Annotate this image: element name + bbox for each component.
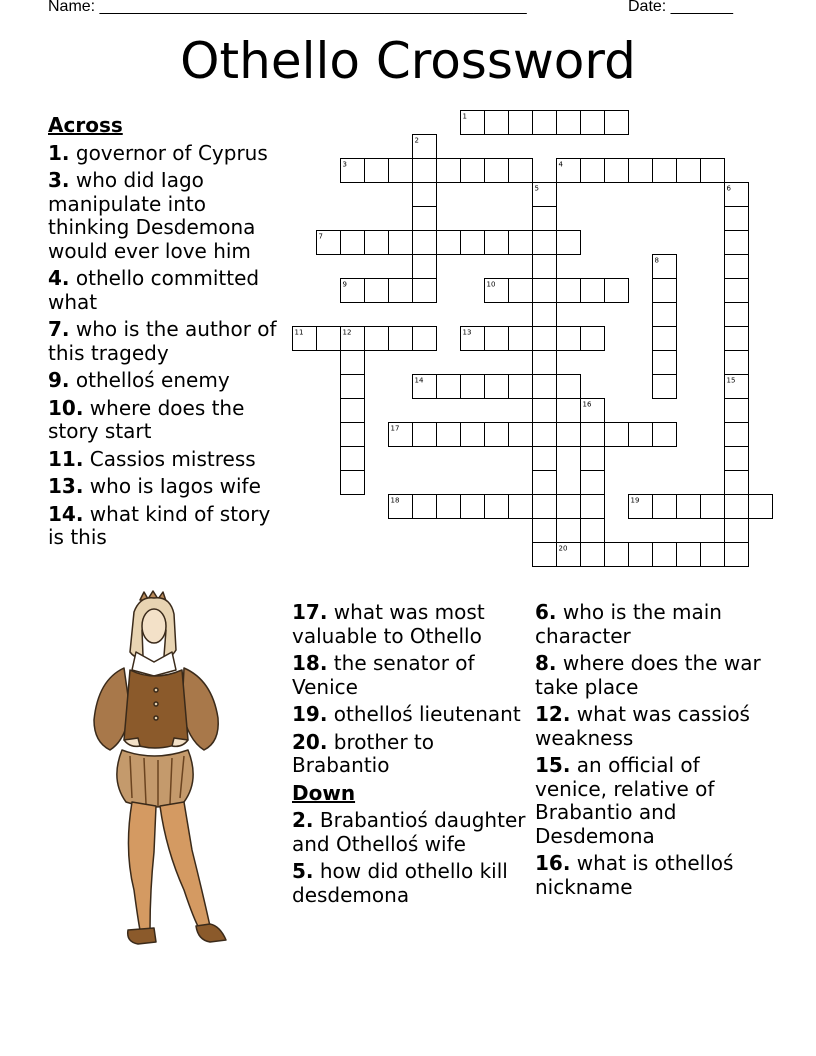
othello-illustration [80, 590, 255, 960]
grid-cell[interactable] [749, 495, 773, 519]
grid-cell[interactable] [437, 231, 461, 255]
grid-number: 7 [318, 232, 323, 241]
grid-cell[interactable] [557, 375, 581, 399]
grid-number: 8 [654, 256, 659, 265]
grid-cell[interactable] [653, 351, 677, 375]
grid-cell[interactable] [677, 495, 701, 519]
grid-cell[interactable] [485, 495, 509, 519]
clue-across-4: 4. othello committed what [48, 266, 260, 314]
grid-cell[interactable] [413, 183, 437, 207]
grid-cell[interactable] [413, 423, 437, 447]
grid-cell[interactable] [629, 159, 653, 183]
grid-cell[interactable] [461, 375, 485, 399]
grid-cell[interactable] [725, 231, 749, 255]
grid-cell[interactable] [533, 255, 557, 279]
grid-cell[interactable] [581, 327, 605, 351]
grid-number: 14 [414, 376, 424, 385]
grid-number: 19 [630, 496, 640, 505]
grid-cell[interactable] [437, 375, 461, 399]
grid-number: 13 [462, 328, 472, 337]
grid-cell[interactable] [413, 495, 437, 519]
grid-cell[interactable] [581, 159, 605, 183]
clue-down-2: 2. Brabantioś daughter and Othelloś wife [292, 808, 526, 856]
grid-cell[interactable] [653, 327, 677, 351]
grid-cell[interactable] [533, 471, 557, 495]
grid-cell[interactable] [725, 423, 749, 447]
grid-cell[interactable] [317, 327, 341, 351]
grid-cell[interactable] [701, 495, 725, 519]
grid-cell[interactable] [557, 279, 581, 303]
grid-number: 9 [342, 280, 347, 289]
grid-cell[interactable] [485, 231, 509, 255]
grid-cell[interactable] [509, 231, 533, 255]
grid-cell[interactable] [653, 159, 677, 183]
grid-number: 4 [558, 160, 563, 169]
grid-number: 11 [294, 328, 304, 337]
grid-cell[interactable] [725, 207, 749, 231]
grid-cell[interactable] [605, 111, 629, 135]
grid-cell[interactable] [533, 519, 557, 543]
grid-cell[interactable] [413, 207, 437, 231]
clue-across-18: 18. the senator of Venice [292, 651, 475, 699]
grid-cell[interactable] [461, 495, 485, 519]
grid-cell[interactable] [533, 351, 557, 375]
grid-cell[interactable] [437, 159, 461, 183]
grid-cell[interactable] [653, 303, 677, 327]
grid-cell[interactable] [725, 495, 749, 519]
grid-cell[interactable] [509, 495, 533, 519]
grid-cell[interactable] [725, 519, 749, 543]
grid-cell[interactable] [461, 423, 485, 447]
grid-number: 15 [726, 376, 736, 385]
clue-across-19: 19. othelloś lieutenant [292, 702, 521, 726]
grid-cell[interactable] [581, 495, 605, 519]
grid-cell[interactable] [653, 543, 677, 567]
grid-cell[interactable] [509, 375, 533, 399]
clue-across-14: 14. what kind of story is this [48, 501, 271, 549]
grid-cell[interactable] [725, 351, 749, 375]
date-label: Date: [628, 0, 671, 15]
grid-cell[interactable] [701, 543, 725, 567]
grid-cell[interactable] [509, 327, 533, 351]
name-line[interactable]: ________________________________________________ [99, 0, 527, 15]
grid-cell[interactable] [725, 255, 749, 279]
clue-down-12: 12. what was cassioś weakness [535, 702, 750, 750]
grid-cell[interactable] [413, 255, 437, 279]
grid-cell[interactable] [533, 279, 557, 303]
grid-number: 20 [558, 544, 568, 553]
clue-across-1: 1. governor of Cyprus [48, 140, 268, 165]
grid-cell[interactable] [653, 375, 677, 399]
grid-cell[interactable] [725, 303, 749, 327]
grid-cell[interactable] [413, 159, 437, 183]
across-heading: Across [48, 113, 123, 137]
grid-cell[interactable] [341, 423, 365, 447]
grid-number: 1 [462, 112, 467, 121]
clue-across-7: 7. who is the author of this tragedy [48, 317, 277, 365]
grid-cell[interactable] [485, 159, 509, 183]
grid-cell[interactable] [341, 447, 365, 471]
clue-across-13: 13. who is Iagos wife [48, 474, 261, 498]
grid-cell[interactable] [533, 375, 557, 399]
grid-cell[interactable] [677, 543, 701, 567]
clue-across-20: 20. brother to Brabantio [292, 729, 434, 777]
grid-cell[interactable] [725, 471, 749, 495]
grid-cell[interactable] [557, 495, 581, 519]
clue-across-10: 10. where does the story start [48, 395, 245, 443]
grid-cell[interactable] [413, 231, 437, 255]
grid-cell[interactable] [365, 327, 389, 351]
grid-cell[interactable] [533, 447, 557, 471]
grid-cell[interactable] [677, 159, 701, 183]
grid-cell[interactable] [341, 231, 365, 255]
grid-cell[interactable] [533, 231, 557, 255]
grid-cell[interactable] [581, 447, 605, 471]
grid-number: 10 [486, 280, 496, 289]
grid-cell[interactable] [413, 279, 437, 303]
grid-cell[interactable] [509, 423, 533, 447]
grid-number: 18 [390, 496, 400, 505]
grid-cell[interactable] [725, 399, 749, 423]
grid-cell[interactable] [509, 111, 533, 135]
grid-cell[interactable] [725, 279, 749, 303]
grid-cell[interactable] [389, 279, 413, 303]
grid-number: 2 [414, 136, 419, 145]
grid-cell[interactable] [629, 423, 653, 447]
grid-cell[interactable] [341, 399, 365, 423]
grid-number: 5 [534, 184, 539, 193]
grid-number: 6 [726, 184, 731, 193]
grid-cell[interactable] [485, 375, 509, 399]
grid-cell[interactable] [533, 327, 557, 351]
clue-across-11: 11. Cassios mistress [48, 446, 256, 471]
down-heading: Down [292, 780, 356, 805]
grid-cell[interactable] [341, 375, 365, 399]
grid-cell[interactable] [581, 279, 605, 303]
grid-cell[interactable] [533, 303, 557, 327]
grid-cell[interactable] [557, 327, 581, 351]
grid-cell[interactable] [581, 471, 605, 495]
grid-cell[interactable] [605, 423, 629, 447]
grid-cell[interactable] [437, 423, 461, 447]
grid-cell[interactable] [341, 351, 365, 375]
clue-across-9: 9. othelloś enemy [48, 368, 230, 392]
clue-down-8: 8. where does the war take place [535, 651, 761, 699]
clue-across-3: 3. who did Iago manipulate into thinking Desdemona would ever love him [48, 168, 256, 263]
grid-cell[interactable] [365, 231, 389, 255]
grid-cell[interactable] [557, 231, 581, 255]
grid-cell[interactable] [581, 423, 605, 447]
grid-cell[interactable] [485, 423, 509, 447]
date-line[interactable]: _______ [670, 0, 733, 15]
grid-cell[interactable] [509, 159, 533, 183]
grid-cell[interactable] [605, 543, 629, 567]
grid-cell[interactable] [653, 279, 677, 303]
grid-cell[interactable] [533, 207, 557, 231]
grid-cell[interactable] [533, 111, 557, 135]
grid-cell[interactable] [533, 495, 557, 519]
page-title: Othello Crossword [180, 32, 636, 90]
grid-cell[interactable] [725, 447, 749, 471]
grid-cell[interactable] [461, 231, 485, 255]
grid-cell[interactable] [413, 327, 437, 351]
grid-cell[interactable] [485, 111, 509, 135]
grid-cell[interactable] [557, 111, 581, 135]
clue-down-16: 16. what is othelloś nickname [535, 851, 734, 899]
grid-cell[interactable] [557, 423, 581, 447]
grid-cell[interactable] [509, 279, 533, 303]
grid-cell[interactable] [629, 543, 653, 567]
grid-cell[interactable] [701, 159, 725, 183]
grid-cell[interactable] [341, 471, 365, 495]
grid-cell[interactable] [653, 495, 677, 519]
grid-number: 12 [342, 328, 352, 337]
grid-cell[interactable] [725, 543, 749, 567]
grid-number: 16 [582, 400, 592, 409]
grid-cell[interactable] [533, 543, 557, 567]
grid-cell[interactable] [533, 399, 557, 423]
clue-down-6: 6. who is the main character [535, 600, 722, 648]
clue-across-17: 17. what was most valuable to Othello [292, 600, 485, 648]
grid-cell[interactable] [461, 159, 485, 183]
name-label: Name: [48, 0, 100, 15]
grid-cell[interactable] [485, 327, 509, 351]
grid-cell[interactable] [533, 423, 557, 447]
grid-cell[interactable] [581, 111, 605, 135]
clue-down-15: 15. an official of venice, relative of Brabantio and Desdemona [535, 753, 715, 848]
grid-cell[interactable] [365, 279, 389, 303]
grid-cell[interactable] [365, 159, 389, 183]
grid-cell[interactable] [605, 279, 629, 303]
grid-number: 3 [342, 160, 347, 169]
clue-down-5: 5. how did othello kill desdemona [292, 859, 508, 907]
grid-cell[interactable] [389, 231, 413, 255]
grid-cell[interactable] [389, 159, 413, 183]
grid-cell[interactable] [389, 327, 413, 351]
grid-cell[interactable] [581, 519, 605, 543]
grid-cell[interactable] [653, 423, 677, 447]
grid-cell[interactable] [437, 495, 461, 519]
grid-cell[interactable] [581, 543, 605, 567]
grid-cell[interactable] [605, 159, 629, 183]
grid-number: 17 [390, 424, 400, 433]
grid-cell[interactable] [725, 327, 749, 351]
